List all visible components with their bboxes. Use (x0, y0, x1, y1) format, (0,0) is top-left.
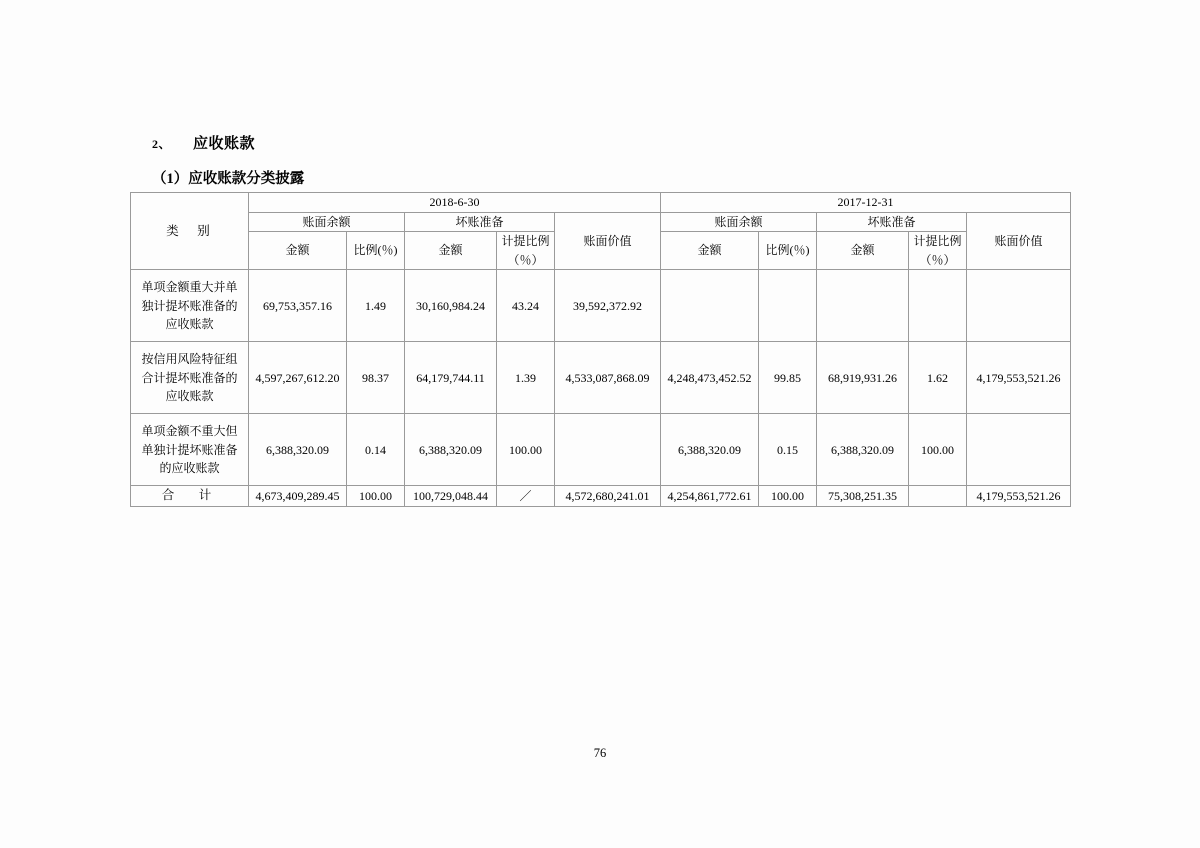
cell-value: 1.39 (497, 342, 555, 414)
cell-value (759, 270, 817, 342)
column-header-amount-4: 金额 (817, 232, 909, 270)
cell-value: 100.00 (909, 414, 967, 486)
table-row (131, 270, 1071, 342)
table-total-row (131, 486, 1071, 506)
group-header-baddebt-2: 坏账准备 (817, 212, 967, 232)
total-value (909, 486, 967, 506)
total-value: 4,254,861,772.61 (661, 486, 759, 506)
column-header-ratio-1: 比例(％) (347, 232, 405, 270)
page-number: 76 (593, 746, 607, 760)
column-header-ratio-2: 比例(％) (759, 232, 817, 270)
section-heading (152, 132, 255, 153)
subsection-heading: （1）应收账款分类披露 (152, 171, 305, 187)
cell-value: 100.00 (497, 414, 555, 486)
cell-value: 4,533,087,868.09 (555, 342, 661, 414)
cell-value: 64,179,744.11 (405, 342, 497, 414)
group-header-balance-2: 账面余额 (661, 212, 817, 232)
total-label: 合 计 (131, 486, 249, 506)
period-header-1: 2018-6-30 (249, 193, 661, 213)
cell-value: 39,592,372.92 (555, 270, 661, 342)
cell-value (909, 270, 967, 342)
group-header-baddebt-1: 坏账准备 (405, 212, 555, 232)
cell-value (661, 270, 759, 342)
group-header-bookvalue-1: 账面价值 (555, 212, 661, 270)
cell-value: 0.14 (347, 414, 405, 486)
receivables-table (130, 192, 1071, 507)
period-header-2: 2017-12-31 (661, 193, 1071, 213)
total-value: 100.00 (759, 486, 817, 506)
cell-value: 6,388,320.09 (817, 414, 909, 486)
cell-value: 30,160,984.24 (405, 270, 497, 342)
category-header: 类 别 (131, 193, 249, 270)
section-title: 应收账款 (193, 136, 256, 152)
cell-value: 1.49 (347, 270, 405, 342)
row-label: 按信用风险特征组 合计提坏账准备的 应收账款 (131, 342, 249, 414)
row-label: 单项金额不重大但 单独计提坏账准备 的应收账款 (131, 414, 249, 486)
cell-value (555, 414, 661, 486)
cell-value: 6,388,320.09 (405, 414, 497, 486)
table-header-row-periods (131, 193, 1071, 213)
cell-value: 6,388,320.09 (249, 414, 347, 486)
cell-value (817, 270, 909, 342)
column-header-amount-3: 金额 (661, 232, 759, 270)
total-value: 100,729,048.44 (405, 486, 497, 506)
total-value: 100.00 (347, 486, 405, 506)
total-value: 4,179,553,521.26 (967, 486, 1071, 506)
group-header-bookvalue-2: 账面价值 (967, 212, 1071, 270)
column-header-amount-1: 金额 (249, 232, 347, 270)
group-header-balance-1: 账面余额 (249, 212, 405, 232)
column-header-provision-ratio-2: 计提比例（％） (909, 232, 967, 270)
cell-value: 68,919,931.26 (817, 342, 909, 414)
cell-value: 69,753,357.16 (249, 270, 347, 342)
cell-value: 4,179,553,521.26 (967, 342, 1071, 414)
cell-value: 4,597,267,612.20 (249, 342, 347, 414)
cell-value: 1.62 (909, 342, 967, 414)
column-header-amount-2: 金额 (405, 232, 497, 270)
cell-value (967, 270, 1071, 342)
total-value: 4,673,409,289.45 (249, 486, 347, 506)
cell-value: 0.15 (759, 414, 817, 486)
cell-value: 6,388,320.09 (661, 414, 759, 486)
column-header-provision-ratio-1: 计提比例（％） (497, 232, 555, 270)
total-value: 4,572,680,241.01 (555, 486, 661, 506)
table-header-row-groups (131, 212, 1071, 232)
cell-value: 4,248,473,452.52 (661, 342, 759, 414)
total-value: 75,308,251.35 (817, 486, 909, 506)
row-label: 单项金额重大并单 独计提坏账准备的 应收账款 (131, 270, 249, 342)
cell-value: 98.37 (347, 342, 405, 414)
table-row (131, 414, 1071, 486)
cell-value: 43.24 (497, 270, 555, 342)
section-number: 2、 (152, 137, 172, 151)
cell-value: 99.85 (759, 342, 817, 414)
cell-value (967, 414, 1071, 486)
table-row (131, 342, 1071, 414)
total-value: ／ (497, 486, 555, 506)
